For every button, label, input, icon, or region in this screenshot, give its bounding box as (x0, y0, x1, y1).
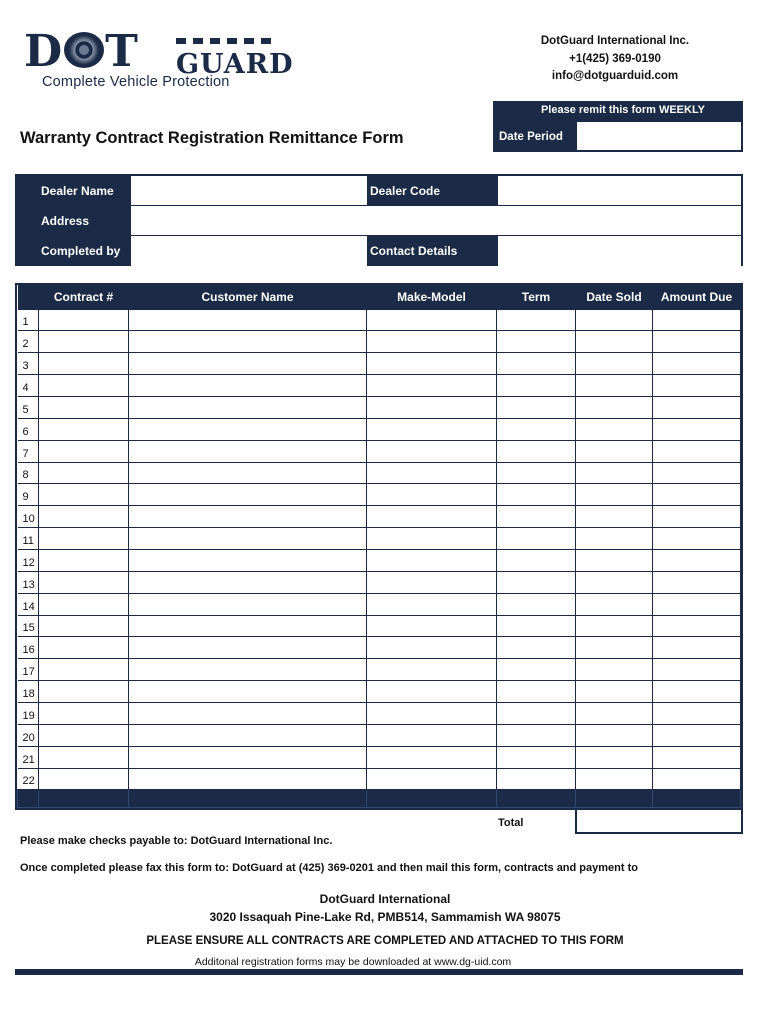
col-header-contract: Contract # (39, 285, 129, 309)
mailing-address-street: 3020 Issaquah Pine-Lake Rd, PMB514, Sammamish WA 98075 (209, 910, 561, 924)
contact-details-field[interactable] (497, 236, 741, 266)
table-row (18, 418, 741, 440)
date-sold-cell[interactable] (576, 484, 653, 506)
contract-cell[interactable] (39, 637, 129, 659)
contract-cell[interactable] (39, 462, 129, 484)
contract-cell[interactable] (39, 396, 129, 418)
customer-name-cell[interactable] (129, 593, 367, 615)
checks-payable-note: Please make checks payable to: DotGuard International Inc. (20, 835, 333, 847)
table-row (18, 746, 741, 768)
date-sold-cell[interactable] (576, 571, 653, 593)
date-sold-cell[interactable] (576, 396, 653, 418)
dealer-name-field[interactable] (130, 176, 368, 206)
term-cell[interactable] (497, 593, 576, 615)
make-model-cell[interactable] (367, 571, 497, 593)
row-number: 13 (18, 571, 39, 593)
date-sold-cell[interactable] (576, 528, 653, 550)
divider (130, 235, 741, 236)
contract-cell[interactable] (39, 375, 129, 397)
footer-cell (497, 790, 576, 808)
table-row (18, 768, 741, 790)
make-model-cell[interactable] (367, 484, 497, 506)
row-number: 16 (18, 637, 39, 659)
make-model-cell[interactable] (367, 724, 497, 746)
mailing-address-name: DotGuard International (319, 892, 451, 906)
company-info (510, 33, 720, 86)
total-label: Total (498, 817, 524, 829)
date-sold-cell[interactable] (576, 593, 653, 615)
make-model-cell[interactable] (367, 768, 497, 790)
footer-cell (129, 790, 367, 808)
term-cell[interactable] (497, 375, 576, 397)
page-title: Warranty Contract Registration Remittance Form (20, 129, 404, 147)
make-model-cell[interactable] (367, 681, 497, 703)
logo-guard-word: GUARD (176, 49, 294, 80)
amount-due-cell[interactable] (653, 528, 741, 550)
term-cell[interactable] (497, 637, 576, 659)
amount-due-cell[interactable] (653, 309, 741, 331)
contract-cell[interactable] (39, 659, 129, 681)
logo-letter-t: T (105, 26, 139, 77)
table-row (18, 659, 741, 681)
amount-due-cell[interactable] (653, 724, 741, 746)
logo-globe-icon (64, 32, 104, 68)
customer-name-cell[interactable] (129, 440, 367, 462)
ensure-completed-notice: PLEASE ENSURE ALL CONTRACTS ARE COMPLETED AND ATTACHED TO THIS FORM (146, 935, 624, 947)
row-number: 11 (18, 528, 39, 550)
make-model-cell[interactable] (367, 593, 497, 615)
contract-cell[interactable] (39, 506, 129, 528)
date-period-field[interactable] (577, 122, 741, 150)
date-sold-cell[interactable] (576, 615, 653, 637)
row-number: 14 (18, 593, 39, 615)
table-row (18, 331, 741, 353)
col-header-customer-name: Customer Name (129, 285, 367, 309)
completed-by-field[interactable] (130, 236, 368, 266)
row-number: 2 (18, 331, 39, 353)
contract-cell[interactable] (39, 724, 129, 746)
row-number: 19 (18, 702, 39, 724)
company-name: DotGuard International Inc. (540, 35, 690, 47)
contract-cell[interactable] (39, 681, 129, 703)
term-cell[interactable] (497, 331, 576, 353)
table-footer-row (18, 790, 741, 808)
term-cell[interactable] (497, 702, 576, 724)
amount-due-cell[interactable] (653, 615, 741, 637)
footer-cell (367, 790, 497, 808)
row-number: 7 (18, 440, 39, 462)
amount-due-cell[interactable] (653, 746, 741, 768)
contract-cell[interactable] (39, 440, 129, 462)
contract-cell[interactable] (39, 702, 129, 724)
contact-details-label: Contact Details (370, 244, 458, 258)
table-row (18, 309, 741, 331)
contract-cell[interactable] (39, 353, 129, 375)
table-row (18, 681, 741, 703)
make-model-cell[interactable] (367, 615, 497, 637)
contract-cell[interactable] (39, 309, 129, 331)
term-cell[interactable] (497, 549, 576, 571)
term-cell[interactable] (497, 659, 576, 681)
customer-name-cell[interactable] (129, 571, 367, 593)
make-model-cell[interactable] (367, 462, 497, 484)
row-number: 10 (18, 506, 39, 528)
row-number: 3 (18, 353, 39, 375)
term-cell[interactable] (497, 396, 576, 418)
table-row (18, 549, 741, 571)
make-model-cell[interactable] (367, 418, 497, 440)
make-model-cell[interactable] (367, 331, 497, 353)
dealer-name-label: Dealer Name (41, 184, 114, 198)
amount-due-cell[interactable] (653, 506, 741, 528)
customer-name-cell[interactable] (129, 375, 367, 397)
col-header-row-number (18, 285, 39, 309)
contract-cell[interactable] (39, 615, 129, 637)
customer-name-cell[interactable] (129, 506, 367, 528)
contract-cell[interactable] (39, 746, 129, 768)
row-number: 20 (18, 724, 39, 746)
contract-cell[interactable] (39, 571, 129, 593)
amount-due-cell[interactable] (653, 637, 741, 659)
make-model-cell[interactable] (367, 506, 497, 528)
date-sold-cell[interactable] (576, 659, 653, 681)
table-row (18, 506, 741, 528)
contract-cell[interactable] (39, 549, 129, 571)
date-sold-cell[interactable] (576, 702, 653, 724)
row-number: 18 (18, 681, 39, 703)
customer-name-cell[interactable] (129, 681, 367, 703)
date-sold-cell[interactable] (576, 309, 653, 331)
contract-cell[interactable] (39, 593, 129, 615)
company-email: info@dotguarduid.com (551, 70, 679, 82)
table-row (18, 702, 741, 724)
customer-name-cell[interactable] (129, 746, 367, 768)
make-model-cell[interactable] (367, 440, 497, 462)
amount-due-cell[interactable] (653, 353, 741, 375)
date-sold-cell[interactable] (576, 724, 653, 746)
row-number: 12 (18, 549, 39, 571)
make-model-cell[interactable] (367, 309, 497, 331)
make-model-cell[interactable] (367, 528, 497, 550)
amount-due-cell[interactable] (653, 440, 741, 462)
row-number: 5 (18, 396, 39, 418)
amount-due-cell[interactable] (653, 331, 741, 353)
table-row (18, 440, 741, 462)
divider (130, 205, 741, 206)
table-row (18, 528, 741, 550)
term-cell[interactable] (497, 440, 576, 462)
col-header-make-model: Make-Model (367, 285, 497, 309)
contract-cell[interactable] (39, 528, 129, 550)
date-sold-cell[interactable] (576, 418, 653, 440)
col-header-amount-due: Amount Due (653, 285, 741, 309)
date-sold-cell[interactable] (576, 440, 653, 462)
customer-name-cell[interactable] (129, 396, 367, 418)
term-cell[interactable] (497, 681, 576, 703)
date-sold-cell[interactable] (576, 462, 653, 484)
customer-name-cell[interactable] (129, 724, 367, 746)
table-row (18, 462, 741, 484)
make-model-cell[interactable] (367, 659, 497, 681)
contract-cell[interactable] (39, 768, 129, 790)
dotguard-logo (24, 26, 294, 92)
logo-letter-d: D (24, 26, 64, 77)
col-header-term: Term (497, 285, 576, 309)
make-model-cell[interactable] (367, 746, 497, 768)
customer-name-cell[interactable] (129, 768, 367, 790)
fax-instructions-note: Once completed please fax this form to: DotGuard at (425) 369-0201 and then mail this form, contracts and payment to (20, 862, 638, 874)
amount-due-cell[interactable] (653, 768, 741, 790)
logo-dot-word (24, 26, 139, 77)
term-cell[interactable] (497, 724, 576, 746)
table-row (18, 353, 741, 375)
make-model-cell[interactable] (367, 396, 497, 418)
date-period-label: Date Period (495, 122, 577, 150)
col-header-date-sold: Date Sold (576, 285, 653, 309)
footer-cell (653, 790, 741, 808)
customer-name-cell[interactable] (129, 659, 367, 681)
mailing-address (0, 890, 770, 926)
row-number: 8 (18, 462, 39, 484)
dealer-code-field[interactable] (497, 176, 741, 206)
amount-due-cell[interactable] (653, 484, 741, 506)
amount-due-cell[interactable] (653, 462, 741, 484)
total-field[interactable] (575, 808, 743, 834)
customer-name-cell[interactable] (129, 353, 367, 375)
customer-name-cell[interactable] (129, 418, 367, 440)
date-sold-cell[interactable] (576, 746, 653, 768)
term-cell[interactable] (497, 528, 576, 550)
make-model-cell[interactable] (367, 353, 497, 375)
term-cell[interactable] (497, 353, 576, 375)
footer-cell (18, 790, 39, 808)
row-number: 4 (18, 375, 39, 397)
amount-due-cell[interactable] (653, 681, 741, 703)
date-sold-cell[interactable] (576, 768, 653, 790)
bottom-bar (15, 969, 743, 975)
dealer-info-grid (15, 174, 743, 266)
customer-name-cell[interactable] (129, 615, 367, 637)
dealer-code-label: Dealer Code (370, 184, 441, 198)
completed-by-label: Completed by (41, 244, 121, 258)
date-sold-cell[interactable] (576, 506, 653, 528)
contract-cell[interactable] (39, 331, 129, 353)
amount-due-cell[interactable] (653, 593, 741, 615)
amount-due-cell[interactable] (653, 659, 741, 681)
term-cell[interactable] (497, 506, 576, 528)
term-cell[interactable] (497, 309, 576, 331)
make-model-cell[interactable] (367, 702, 497, 724)
row-number: 6 (18, 418, 39, 440)
date-sold-cell[interactable] (576, 681, 653, 703)
customer-name-cell[interactable] (129, 331, 367, 353)
row-number: 1 (18, 309, 39, 331)
amount-due-cell[interactable] (653, 375, 741, 397)
customer-name-cell[interactable] (129, 637, 367, 659)
amount-due-cell[interactable] (653, 549, 741, 571)
term-cell[interactable] (497, 571, 576, 593)
date-sold-cell[interactable] (576, 375, 653, 397)
table-row (18, 396, 741, 418)
customer-name-cell[interactable] (129, 309, 367, 331)
make-model-cell[interactable] (367, 637, 497, 659)
term-cell[interactable] (497, 484, 576, 506)
footer-cell (576, 790, 653, 808)
term-cell[interactable] (497, 768, 576, 790)
table-row (18, 593, 741, 615)
term-cell[interactable] (497, 462, 576, 484)
footer-cell (39, 790, 129, 808)
date-sold-cell[interactable] (576, 637, 653, 659)
address-field[interactable] (130, 206, 741, 236)
table-row (18, 724, 741, 746)
remit-weekly-header: Please remit this form WEEKLY (493, 101, 743, 120)
date-sold-cell[interactable] (576, 549, 653, 571)
row-number: 17 (18, 659, 39, 681)
amount-due-cell[interactable] (653, 396, 741, 418)
table-row (18, 637, 741, 659)
make-model-cell[interactable] (367, 375, 497, 397)
table-row (18, 375, 741, 397)
table-header-row (18, 285, 741, 309)
customer-name-cell[interactable] (129, 462, 367, 484)
make-model-cell[interactable] (367, 549, 497, 571)
contract-cell[interactable] (39, 484, 129, 506)
amount-due-cell[interactable] (653, 702, 741, 724)
row-number: 22 (18, 768, 39, 790)
logo-dots (176, 38, 271, 44)
contract-cell[interactable] (39, 418, 129, 440)
term-cell[interactable] (497, 746, 576, 768)
term-cell[interactable] (497, 615, 576, 637)
customer-name-cell[interactable] (129, 528, 367, 550)
table-row (18, 615, 741, 637)
logo-tagline: Complete Vehicle Protection (42, 74, 230, 90)
amount-due-cell[interactable] (653, 418, 741, 440)
date-sold-cell[interactable] (576, 353, 653, 375)
row-number: 21 (18, 746, 39, 768)
company-phone: +1(425) 369-0190 (569, 52, 661, 65)
row-number: 15 (18, 615, 39, 637)
table-row (18, 484, 741, 506)
customer-name-cell[interactable] (129, 484, 367, 506)
date-sold-cell[interactable] (576, 331, 653, 353)
row-number: 9 (18, 484, 39, 506)
customer-name-cell[interactable] (129, 702, 367, 724)
download-forms-note: Additonal registration forms may be downloaded at www.dg-uid.com (194, 956, 512, 968)
contracts-table (15, 283, 743, 810)
amount-due-cell[interactable] (653, 571, 741, 593)
address-label: Address (41, 214, 90, 228)
date-period-row (493, 120, 743, 152)
table-row (18, 571, 741, 593)
customer-name-cell[interactable] (129, 549, 367, 571)
term-cell[interactable] (497, 418, 576, 440)
